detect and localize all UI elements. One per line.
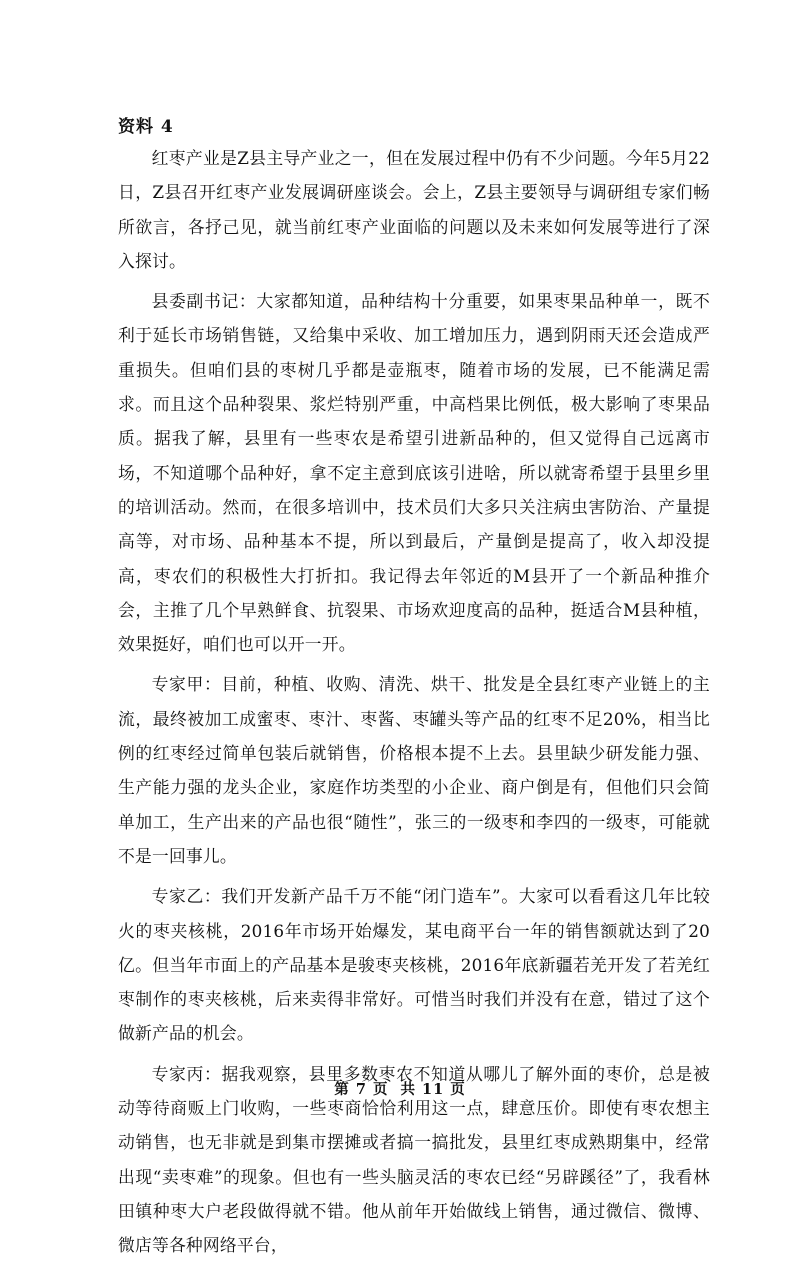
paragraph-expert-a: 专家甲：目前，种植、收购、清洗、烘干、批发是全县红枣产业链上的主流，最终被加工成蜜枣、枣汁、枣酱、枣罐头等产品的红枣不足20%，相当比例的红枣经过简单包装后就销售，价格根本提不上去。县里缺少研发能力强、生产能力强的龙头企业，家庭作坊类型的小企业、商户倒是有，但他们只会简单加工，生产出来的产品也很“随性”，张三的一级枣和李四的一级枣，可能就不是一回事儿。 bbox=[118, 674, 710, 866]
paragraph-deputy-secretary: 县委副书记：大家都知道，品种结构十分重要，如果枣果品种单一，既不利于延长市场销售链，又给集中采收、加工增加压力，遇到阴雨天还会造成严重损失。但咱们县的枣树几乎都是壶瓶枣，随着市场的发展，已不能满足需求。而且这个品种裂果、浆烂特别严重，中高档果比例低，极大影响了枣果品质。据我了解，县里有一些枣农是希望引进新品种的，但又觉得自己远离市场，不知道哪个品种好，拿不定主意到底该引进啥，所以就寄希望于县里乡里的培训活动。然而，在很多培训中，技术员们大多只关注病虫害防治、产量提高等，对市场、品种基本不提，所以到最后，产量倒是提高了，收入却没提高，枣农们的积极性大打折扣。我记得去年邻近的M县开了一个新品种推介会，主推了几个早熟鲜食、抗裂果、市场欢迎度高的品种，挺适合M县种植，效果挺好，咱们也可以开一开。 bbox=[118, 291, 710, 655]
page-footer bbox=[0, 1078, 800, 1099]
paragraph-expert-c: 专家丙：据我观察，县里多数枣农不知道从哪儿了解外面的枣价，总是被动等待商贩上门收购，一些枣商恰恰利用这一点，肆意压价。即使有枣农想主动销售，也无非就是到集市摆摊或者搞一搞批发，县里红枣成熟期集中，经常出现“卖枣难”的现象。但也有一些头脑灵活的枣农已经“另辟蹊径”了，我看林田镇种枣大户老段做得就不错。他从前年开始做线上销售，通过微信、微博、微店等各种网络平台， bbox=[118, 1063, 710, 1256]
section-heading: 资料 4 bbox=[118, 117, 174, 137]
paragraph-expert-b: 专家乙：我们开发新产品千万不能“闭门造车”。大家可以看看这几年比较火的枣夹核桃，2016年市场开始爆发，某电商平台一年的销售额就达到了20亿。但当年市面上的产品基本是骏枣夹核桃，2016年底新疆若羌开发了若羌红枣制作的枣夹核桃，后来卖得非常好。可惜当时我们并没有在意，错过了这个做新产品的机会。 bbox=[118, 886, 710, 1044]
page-number: 第 7 页 bbox=[334, 1081, 389, 1098]
paragraph-intro: 红枣产业是Z县主导产业之一，但在发展过程中仍有不少问题。今年5月22日，Z县召开红枣产业发展调研座谈会。会上，Z县主要领导与调研组专家们畅所欲言，各抒己见，就当前红枣产业面临的问题以及未来如何发展等进行了深入探讨。 bbox=[118, 148, 710, 271]
page-total: 共 11 页 bbox=[400, 1081, 466, 1098]
document-body bbox=[118, 141, 710, 1269]
